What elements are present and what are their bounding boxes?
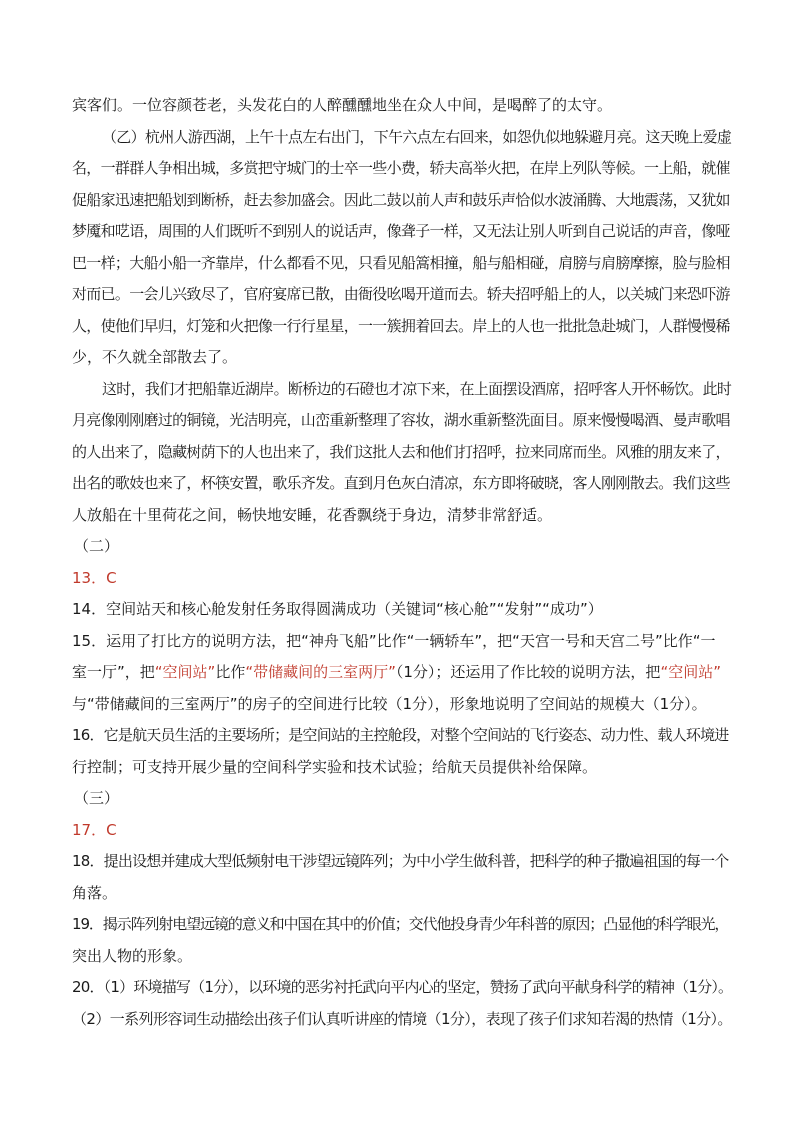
section-heading: （三）: [74, 789, 120, 807]
passage-line: 宾客们。一位容颜苍老，头发花白的人醉醺醺地坐在众人中间，是喝醉了的太守。: [72, 96, 613, 114]
answer-document: [72, 90, 732, 1035]
answer-text: （1分）；还运用了作比较的说明方法，把: [395, 663, 661, 681]
passage-line: 名，一群群人争相出城，多赏把守城门的士卒一些小费，轿夫高举火把，在岸上列队等候。一上船，就催: [72, 159, 730, 177]
passage-line: 梦魇和呓语，周围的人们既听不到别人的说话声，像聋子一样，又无法让别人听到自己说话的声音，像哑: [72, 222, 730, 240]
answer-q15-line: 15．运用了打比方的说明方法，把“神舟飞船”比作“一辆轿车”，把“天宫一号和天宫二号”比作“一: [72, 631, 716, 650]
passage-line: 出名的歌妓也来了，杯筷安置，歌乐齐发。直到月色灰白清凉，东方即将破晓，客人刚刚散去。我们这些: [72, 474, 730, 492]
passage-line: 促船家迅速把船划到断桥，赶去参加盛会。因此二鼓以前人声和鼓乐声恰似水波涌腾、大地震荡，又犹如: [72, 190, 730, 209]
passage-line: 人，使他们早归，灯笼和火把像一行行星星，一一簇拥着回去。岸上的人也一批批急赴城门，人群慢慢稀: [72, 316, 730, 335]
answer-q16-line: 行控制；可支持开展少量的空间科学实验和技术试验；给航天员提供补给保障。: [72, 757, 598, 776]
section-two: [72, 531, 732, 783]
answer-q20-line: 20．（1）环境描写（1分），以环境的恶劣衬托武向平内心的坚定，赞扬了武向平献身科学的精神（1分）。: [72, 978, 733, 996]
answer-q20-line: （2）一系列形容词生动描绘出孩子们认真听讲座的情境（1分），表现了孩子们求知若渴的热情（1分）。: [72, 1009, 732, 1028]
passage-line: 巴一样；大船小船一齐靠岸，什么都看不见，只看见船篙相撞，船与船相碰，肩膀与肩膀摩擦，脸与脸相: [72, 253, 730, 272]
answer-q16-line: 16．它是航天员生活的主要场所；是空间站的主控舱段，对整个空间站的飞行姿态、动力性、载人环境进: [72, 726, 729, 744]
answer-q14: 14．空间站天和核心舱发射任务取得圆满成功（关键词“核心舱”“发射”“成功”）: [72, 600, 603, 618]
section-heading: （二）: [74, 537, 120, 555]
answer-q17: 17．C: [72, 820, 117, 839]
passage-line: 这时，我们才把船靠近湖岸。断桥边的石磴也才凉下来，在上面摆设酒席，招呼客人开怀畅饮。此时: [102, 379, 732, 398]
answer-q18-line: 角落。: [72, 883, 118, 902]
passage-line: （乙）杭州人游西湖，上午十点左右出门，下午六点左右回来，如怨仇似地躲避月亮。这天晚上爱虚: [102, 127, 732, 146]
passage-line: 月亮像刚刚磨过的铜镜，光洁明亮，山峦重新整理了容妆，湖水重新整洗面目。原来慢慢喝酒、曼声歌唱: [72, 411, 730, 429]
passage-line: 人放船在十里荷花之间，畅快地安睡，花香飘绕于身边，清梦非常舒适。: [72, 505, 553, 524]
passage-line: 对而已。一会儿兴致尽了，官府宴席已散，由衙役吆喝开道而去。轿夫招呼船上的人，以关城门来恐吓游: [72, 285, 730, 303]
answer-text: 比作: [215, 663, 246, 681]
highlight-text: “空间站”: [154, 663, 216, 681]
answer-text: 室一厅”，把: [72, 663, 155, 681]
section-three: [72, 783, 732, 1035]
highlight-text: “带储藏间的三室两厅”: [245, 663, 396, 681]
answer-q15-line: [72, 657, 732, 689]
answer-q19-line: 突出人物的形象。: [72, 946, 193, 965]
answer-q13: 13．C: [72, 568, 117, 587]
passage-yi: [72, 90, 732, 531]
passage-line: 少，不久就全部散去了。: [72, 348, 238, 366]
highlight-text: “空间站”: [660, 663, 721, 681]
answer-q18-line: 18．提出设想并建成大型低频射电干涉望远镜阵列；为中小学生做科普，把科学的种子撒遍祖国的每一个: [72, 852, 729, 870]
answer-q15-line: 与“带储藏间的三室两厅”的房子的空间进行比较（1分），形象地说明了空间站的规模大（1分）。: [72, 694, 707, 713]
passage-line: 的人出来了，隐藏树荫下的人也出来了，我们这批人去和他们打招呼，拉来同席而坐。风雅的朋友来了，: [72, 442, 730, 461]
answer-q19-line: 19．揭示阵列射电望远镜的意义和中国在其中的价值；交代他投身青少年科普的原因；凸显他的科学眼光，: [72, 915, 729, 933]
